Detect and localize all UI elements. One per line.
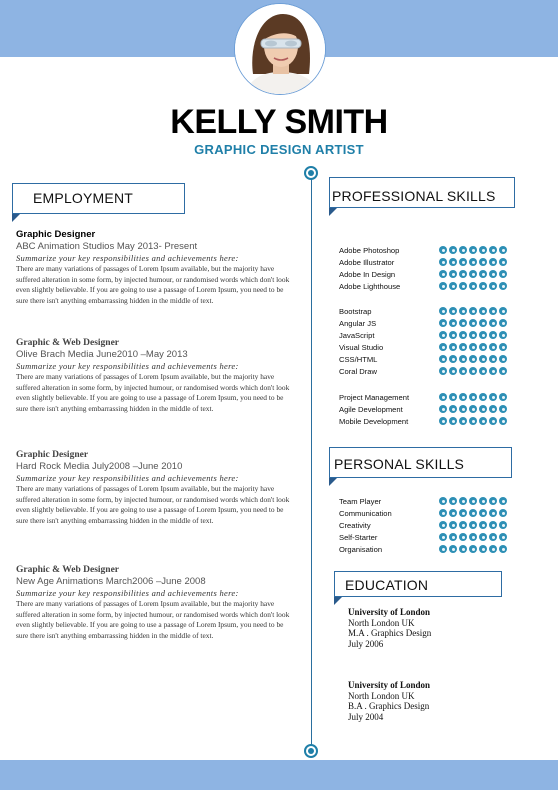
job-summary: Summarize your key responsibilities and achievements here: [16,361,239,371]
skill-rating [439,533,507,541]
job-description: There are many variations of passages of Lorem Ipsum available, but the majority have suffered alteration in some form, by injected humour, or randomised words which don't look even slightly believable. If you are going to use a passage of Lorem Ipsum, you need to be sure there isn't anything embarrassing hidden in the middle of text. [16,264,290,305]
ribbon-fold-icon [329,478,337,486]
skill-label: Adobe Lighthouse [339,282,401,291]
rating-dot-icon [469,258,477,266]
skill-row [339,246,519,258]
rating-dot-icon [479,417,487,425]
rating-dot-icon [489,319,497,327]
rating-dot-icon [459,258,467,266]
skill-rating [439,509,507,517]
skill-row [339,270,519,282]
rating-dot-icon [449,545,457,553]
rating-dot-icon [459,405,467,413]
rating-dot-icon [499,497,507,505]
rating-dot-icon [499,246,507,254]
job-role: Graphic Designer [16,450,89,460]
rating-dot-icon [449,319,457,327]
edu-year: July 2006 [348,638,384,649]
job-entry-1 [16,229,292,306]
job-role: Graphic & Web Designer [16,338,120,348]
rating-dot-icon [439,331,447,339]
rating-dot-icon [489,497,497,505]
skill-row [339,319,519,331]
rating-dot-icon [489,246,497,254]
job-title: GRAPHIC DESIGN ARTIST [194,142,364,157]
rating-dot-icon [459,319,467,327]
rating-dot-icon [479,545,487,553]
profile-photo [234,3,326,95]
rating-dot-icon [469,367,477,375]
rating-dot-icon [499,343,507,351]
skill-label: Bootstrap [339,307,372,316]
skill-row [339,509,519,521]
rating-dot-icon [449,282,457,290]
rating-dot-icon [449,509,457,517]
edu-year: July 2004 [348,711,384,722]
edu-degree: M.A . Graphics Design [348,628,432,638]
rating-dot-icon [459,533,467,541]
rating-dot-icon [439,509,447,517]
rating-dot-icon [439,367,447,375]
rating-dot-icon [469,521,477,529]
skill-label: Visual Studio [339,343,384,352]
rating-dot-icon [449,331,457,339]
job-entry-3 [16,450,292,526]
job-company: New Age Animations March2006 –June 2008 [16,576,206,587]
job-description: There are many variations of passages of Lorem Ipsum available, but the majority have suffered alteration in some form, by injected humour, or randomised words which don't look even slightly believable. If you are going to use a passage of Lorem Ipsum, you need to be sure there isn't anything embarrassing hidden in the middle of text. [16,372,290,413]
skill-row [339,533,519,545]
skill-rating [439,319,507,327]
rating-dot-icon [469,533,477,541]
rating-dot-icon [479,521,487,529]
rating-dot-icon [459,545,467,553]
rating-dot-icon [469,270,477,278]
rating-dot-icon [489,521,497,529]
skill-label: JavaScript [339,331,375,340]
rating-dot-icon [489,270,497,278]
rating-dot-icon [439,355,447,363]
rating-dot-icon [489,282,497,290]
rating-dot-icon [449,246,457,254]
rating-dot-icon [499,331,507,339]
skill-label: Self-Starter [339,533,378,542]
rating-dot-icon [449,417,457,425]
rating-dot-icon [439,307,447,315]
skill-row [339,331,519,343]
education-heading-label: EDUCATION [345,577,429,593]
edu-degree: B.A . Graphics Design [348,701,430,711]
skill-rating [439,246,507,254]
rating-dot-icon [449,533,457,541]
rating-dot-icon [489,258,497,266]
skill-rating [439,497,507,505]
job-role: Graphic Designer [16,229,96,240]
skill-rating [439,343,507,351]
edu-location: North London UK [348,617,415,628]
skill-label: Creativity [339,521,371,530]
skill-rating [439,258,507,266]
rating-dot-icon [459,331,467,339]
rating-dot-icon [459,270,467,278]
rating-dot-icon [459,246,467,254]
rating-dot-icon [449,367,457,375]
rating-dot-icon [479,405,487,413]
rating-dot-icon [479,319,487,327]
job-summary: Summarize your key responsibilities and achievements here: [16,588,239,598]
candidate-name: KELLY SMITH [170,103,388,141]
skill-row [339,497,519,509]
skill-label: Adobe Illustrator [339,258,395,267]
edu-school: University of London [348,680,431,690]
timeline-divider [311,172,312,752]
rating-dot-icon [479,258,487,266]
rating-dot-icon [439,270,447,278]
rating-dot-icon [449,343,457,351]
rating-dot-icon [479,355,487,363]
rating-dot-icon [459,282,467,290]
job-entry-4 [16,565,292,641]
skill-label: Angular JS [339,319,377,328]
job-company: Olive Brach Media June2010 –May 2013 [16,349,188,360]
job-description: There are many variations of passages of Lorem Ipsum available, but the majority have suffered alteration in some form, by injected humour, or randomised words which don't look even slightly believable. If you are going to use a passage of Lorem Ipsum, you need to be sure there isn't anything embarrassing hidden in the middle of text. [16,599,290,640]
rating-dot-icon [479,497,487,505]
rating-dot-icon [469,405,477,413]
edu-location: North London UK [348,690,415,701]
skill-rating [439,545,507,553]
skill-label: Mobile Development [339,417,409,426]
rating-dot-icon [499,405,507,413]
footer-band [0,760,558,790]
rating-dot-icon [449,497,457,505]
skill-rating [439,405,507,413]
ribbon-fold-icon [12,214,20,222]
rating-dot-icon [499,258,507,266]
rating-dot-icon [489,367,497,375]
rating-dot-icon [459,393,467,401]
rating-dot-icon [479,246,487,254]
rating-dot-icon [459,509,467,517]
rating-dot-icon [459,417,467,425]
rating-dot-icon [499,545,507,553]
rating-dot-icon [469,307,477,315]
rating-dot-icon [439,405,447,413]
rating-dot-icon [449,270,457,278]
rating-dot-icon [479,509,487,517]
rating-dot-icon [439,417,447,425]
skill-rating [439,331,507,339]
skill-label: Adobe Photoshop [339,246,400,255]
skill-label: Coral Draw [339,367,377,376]
rating-dot-icon [489,331,497,339]
rating-dot-icon [469,355,477,363]
employment-heading [12,183,185,214]
rating-dot-icon [469,319,477,327]
personal-skills-heading-label: PERSONAL SKILLS [334,456,465,472]
ribbon-fold-icon [329,208,337,216]
skill-row [339,367,519,379]
rating-dot-icon [439,393,447,401]
rating-dot-icon [449,355,457,363]
skill-rating [439,367,507,375]
rating-dot-icon [469,509,477,517]
ribbon-fold-icon [334,597,342,605]
skill-label: Communication [339,509,392,518]
rating-dot-icon [499,355,507,363]
professional-skills-heading [329,177,515,208]
rating-dot-icon [499,533,507,541]
skill-row [339,417,519,429]
rating-dot-icon [479,331,487,339]
job-company: Hard Rock Media July2008 –June 2010 [16,461,183,472]
rating-dot-icon [439,319,447,327]
rating-dot-icon [449,307,457,315]
skill-row [339,405,519,417]
skill-rating [439,521,507,529]
skill-row [339,521,519,533]
timeline-top-dot [304,166,318,180]
skill-rating [439,355,507,363]
rating-dot-icon [489,355,497,363]
rating-dot-icon [459,521,467,529]
rating-dot-icon [439,258,447,266]
rating-dot-icon [459,307,467,315]
rating-dot-icon [479,282,487,290]
rating-dot-icon [439,497,447,505]
job-summary: Summarize your key responsibilities and achievements here: [16,473,239,483]
rating-dot-icon [469,331,477,339]
skill-rating [439,282,507,290]
edu-school: University of London [348,607,431,617]
rating-dot-icon [479,533,487,541]
rating-dot-icon [449,393,457,401]
rating-dot-icon [489,393,497,401]
skill-label: Agile Development [339,405,403,414]
education-entry-2 [348,680,528,722]
skill-rating [439,393,507,401]
rating-dot-icon [459,497,467,505]
rating-dot-icon [439,282,447,290]
skill-rating [439,417,507,425]
skill-row [339,307,519,319]
rating-dot-icon [449,405,457,413]
timeline-bottom-dot [304,744,318,758]
rating-dot-icon [449,258,457,266]
education-entry-1 [348,607,528,649]
rating-dot-icon [489,343,497,351]
skill-row [339,282,519,294]
rating-dot-icon [489,307,497,315]
rating-dot-icon [439,545,447,553]
skill-row [339,343,519,355]
rating-dot-icon [499,521,507,529]
job-description: There are many variations of passages of Lorem Ipsum available, but the majority have suffered alteration in some form, by injected humour, or randomised words which don't look even slightly believable. If you are going to use a passage of Lorem Ipsum, you need to be sure there isn't anything embarrassing hidden in the middle of text. [16,484,290,525]
rating-dot-icon [469,393,477,401]
rating-dot-icon [489,509,497,517]
job-summary: Summarize your key responsibilities and achievements here: [16,253,239,263]
rating-dot-icon [499,367,507,375]
skill-label: Team Player [339,497,382,506]
skill-label: Project Management [339,393,410,402]
rating-dot-icon [479,393,487,401]
skill-row [339,258,519,270]
rating-dot-icon [489,533,497,541]
rating-dot-icon [459,343,467,351]
rating-dot-icon [499,282,507,290]
rating-dot-icon [469,497,477,505]
rating-dot-icon [439,343,447,351]
rating-dot-icon [479,270,487,278]
rating-dot-icon [459,355,467,363]
rating-dot-icon [479,367,487,375]
rating-dot-icon [439,533,447,541]
rating-dot-icon [499,417,507,425]
job-entry-2 [16,338,292,414]
rating-dot-icon [449,521,457,529]
skill-row [339,545,519,557]
professional-skills-heading-label: PROFESSIONAL SKILLS [332,188,496,204]
rating-dot-icon [479,307,487,315]
skill-rating [439,270,507,278]
rating-dot-icon [499,270,507,278]
rating-dot-icon [469,545,477,553]
education-heading [334,571,502,597]
personal-skills-heading [329,447,512,478]
rating-dot-icon [489,545,497,553]
skill-row [339,355,519,367]
skill-label: Adobe In Design [339,270,396,279]
rating-dot-icon [499,393,507,401]
rating-dot-icon [489,405,497,413]
rating-dot-icon [499,319,507,327]
rating-dot-icon [459,367,467,375]
rating-dot-icon [439,246,447,254]
skill-label: CSS/HTML [339,355,378,364]
rating-dot-icon [489,417,497,425]
job-role: Graphic & Web Designer [16,565,120,575]
rating-dot-icon [469,343,477,351]
rating-dot-icon [469,282,477,290]
skill-rating [439,307,507,315]
employment-heading-label: EMPLOYMENT [33,190,134,206]
job-company: ABC Animation Studios May 2013- Present [16,241,198,252]
rating-dot-icon [469,246,477,254]
rating-dot-icon [469,417,477,425]
rating-dot-icon [499,509,507,517]
skill-row [339,393,519,405]
skill-label: Organisation [339,545,383,554]
rating-dot-icon [499,307,507,315]
rating-dot-icon [439,521,447,529]
rating-dot-icon [479,343,487,351]
